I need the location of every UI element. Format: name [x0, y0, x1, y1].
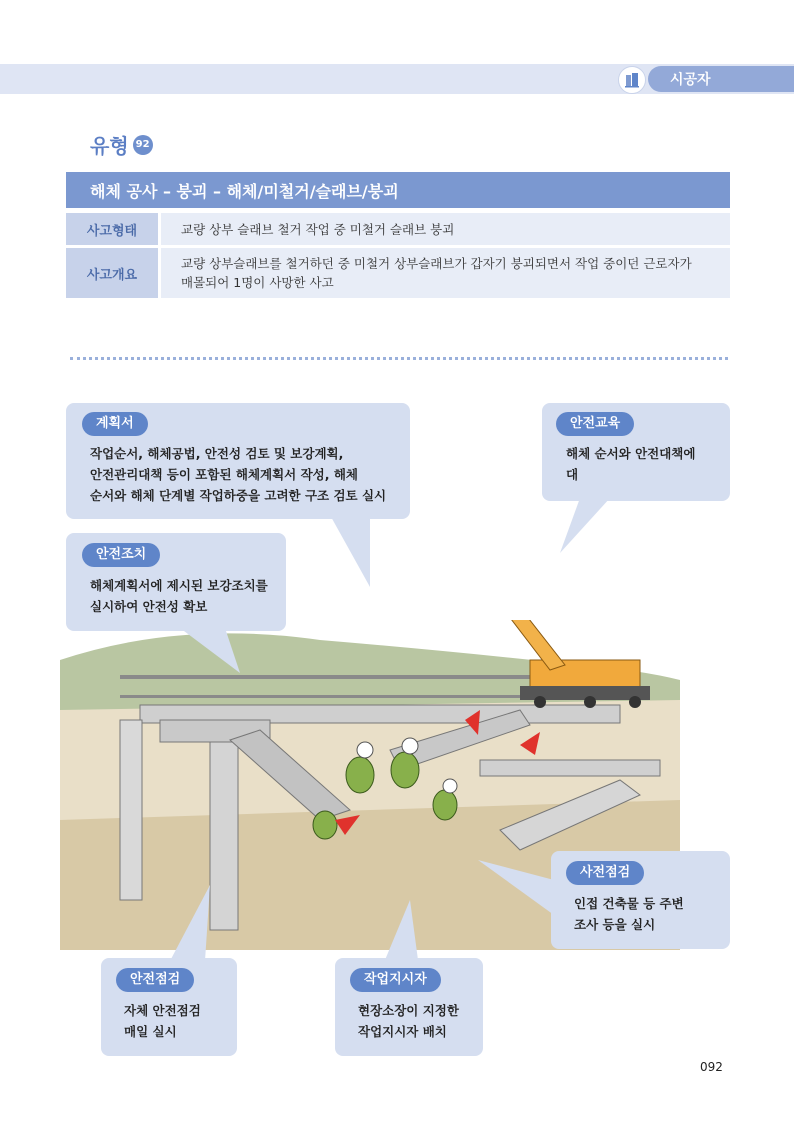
precheck-text: 인접 건축물 등 주변 조사 등을 실시 — [574, 896, 684, 932]
measure-tag: 안전조치 — [82, 543, 160, 567]
type-heading — [90, 130, 153, 159]
callout-tail — [160, 885, 210, 961]
role-badge — [648, 66, 794, 92]
callout-tail — [180, 628, 240, 673]
info-row-accident-summary — [66, 248, 730, 298]
row-value: 교량 상부슬래브를 철거하던 중 미철거 상부슬래브가 갑자기 붕괴되면서 작업 중이던 근로자가 매몰되어 1명이 사망한 사고 — [158, 248, 730, 298]
type-number: 92 — [133, 135, 153, 155]
callout-tail — [380, 900, 420, 960]
row-label: 사고개요 — [66, 248, 158, 298]
measure-text: 해체계획서에 제시된 보강조치를 실시하여 안전성 확보 — [90, 578, 268, 614]
precheck-tag: 사전점검 — [566, 861, 644, 885]
education-tag: 안전교육 — [556, 412, 634, 436]
building-icon — [618, 66, 646, 94]
selfcheck-text: 자체 안전점검 매일 실시 — [124, 1003, 201, 1039]
plan-text: 작업순서, 해체공법, 안전성 검토 및 보강계획, 안전관리대책 등이 포함된 해체계획서 작성, 해체 순서와 해체 단계별 작업하중을 고려한 구조 검토 실시 — [90, 446, 387, 503]
type-label: 유형 — [90, 134, 129, 158]
director-tag: 작업지시자 — [350, 968, 441, 992]
case-title: 해체 공사 – 붕괴 – 해체/미철거/슬래브/붕괴 — [66, 172, 730, 208]
row-label: 사고형태 — [66, 213, 158, 245]
director-text: 현장소장이 지정한 작업지시자 배치 — [358, 1003, 459, 1039]
page-number: 092 — [700, 1060, 723, 1074]
callout-tail — [330, 515, 380, 590]
row-value: 교량 상부 슬래브 철거 작업 중 미철거 슬래브 붕괴 — [158, 213, 730, 245]
callout-tail — [478, 860, 554, 920]
plan-tag: 계획서 — [82, 412, 148, 436]
dotted-divider — [70, 357, 728, 360]
callout-tail — [560, 498, 610, 553]
role-label: 시공자 — [670, 72, 711, 88]
education-text: 해체 순서와 안전대책에 대 — [566, 446, 696, 482]
info-row-accident-type — [66, 213, 730, 245]
selfcheck-tag: 안전점검 — [116, 968, 194, 992]
